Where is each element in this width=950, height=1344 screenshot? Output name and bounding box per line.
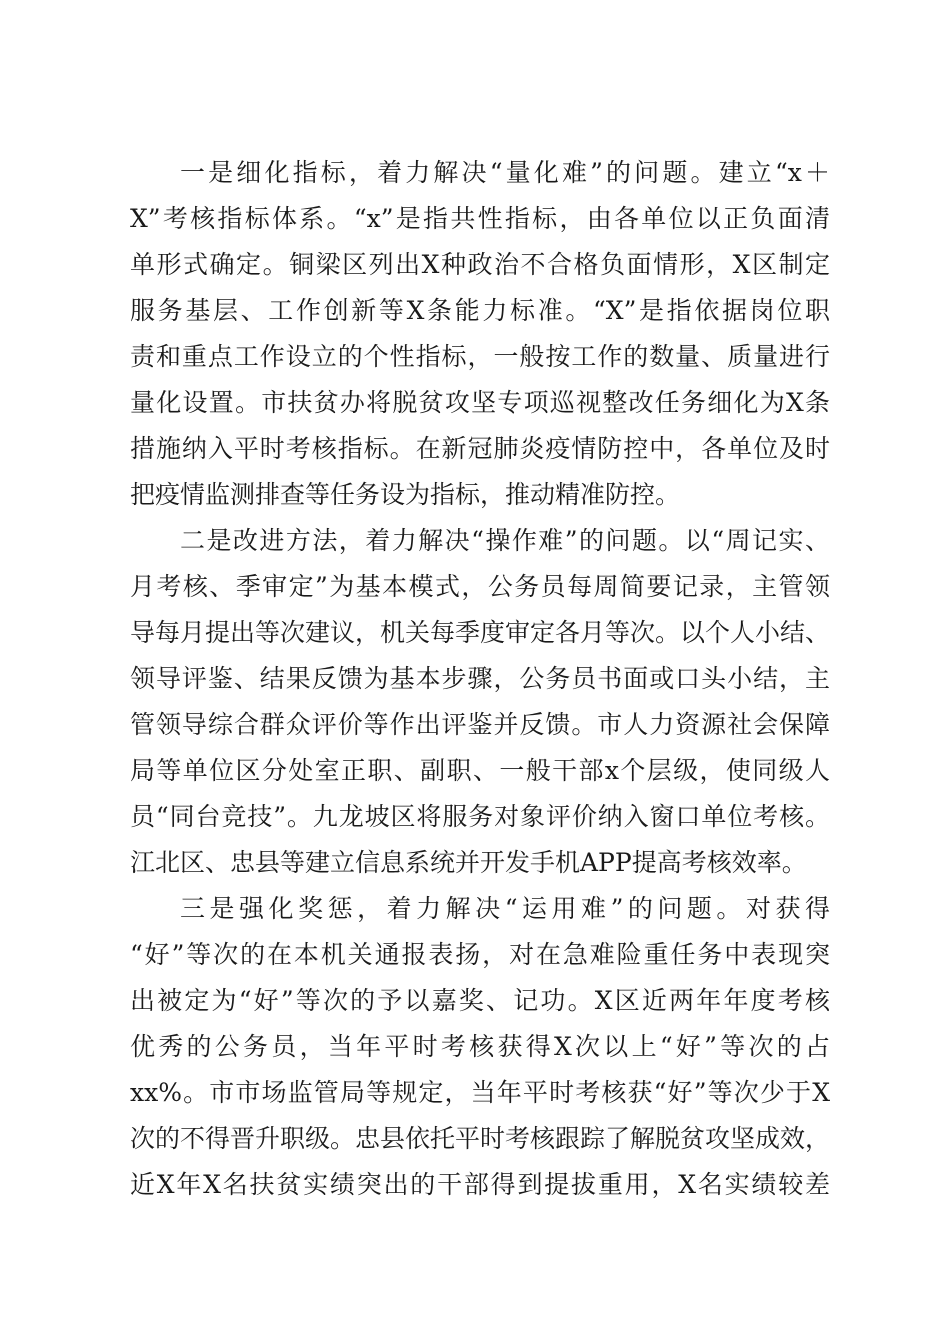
paragraph-line: 二是改进方法，着力解决“操作难”的问题。以“周记实、 (180, 526, 830, 555)
paragraph-line: 次的不得晋升职级。忠县依托平时考核跟踪了解脱贫攻坚成效， (130, 1124, 831, 1153)
paragraph-line: 近X年X名扶贫实绩突出的干部得到提拔重用，X名实绩较差 (130, 1170, 830, 1199)
paragraph-line: 单形式确定。铜梁区列出X种政治不合格负面情形，X区制定 (130, 250, 830, 279)
paragraph-1 (130, 150, 830, 518)
paragraph-line: 导每月提出等次建议，机关每季度审定各月等次。以个人小结、 (130, 618, 831, 647)
paragraph-line: 江北区、忠县等建立信息系统并开发手机APP提高考核效率。 (130, 848, 807, 877)
paragraph-line: 月考核、季审定”为基本模式，公务员每周简要记录，主管领 (130, 572, 830, 601)
paragraph-line: 量化设置。市扶贫办将脱贫攻坚专项巡视整改任务细化为X条 (130, 388, 830, 417)
paragraph-line: 领导评鉴、结果反馈为基本步骤，公务员书面或口头小结，主 (130, 664, 830, 693)
paragraph-line: 管领导综合群众评价等作出评鉴并反馈。市人力资源社会保障 (130, 710, 830, 739)
paragraph-line: 把疫情监测排查等任务设为指标，推动精准防控。 (130, 480, 681, 509)
paragraph-line: 责和重点工作设立的个性指标，一般按工作的数量、质量进行 (130, 342, 830, 371)
paragraph-line: 服务基层、工作创新等X条能力标准。“X”是指依据岗位职 (130, 296, 830, 325)
paragraph-2 (130, 518, 830, 886)
paragraph-line: 局等单位区分处室正职、副职、一般干部x个层级，使同级人 (130, 756, 830, 785)
paragraph-line: “好”等次的在本机关通报表扬，对在急难险重任务中表现突 (130, 940, 830, 969)
paragraph-line: X”考核指标体系。“x”是指共性指标，由各单位以正负面清 (130, 204, 830, 233)
paragraph-3 (130, 886, 830, 1208)
paragraph-line: 三是强化奖惩，着力解决“运用难”的问题。对获得 (180, 894, 830, 923)
document-body (130, 150, 830, 1208)
paragraph-line: xx%。市市场监管局等规定，当年平时考核获“好”等次少于X (130, 1078, 830, 1107)
paragraph-line: 优秀的公务员，当年平时考核获得X次以上“好”等次的占 (130, 1032, 830, 1061)
paragraph-line: 出被定为“好”等次的予以嘉奖、记功。X区近两年年度考核 (130, 986, 830, 1015)
paragraph-line: 措施纳入平时考核指标。在新冠肺炎疫情防控中，各单位及时 (130, 434, 830, 463)
paragraph-line: 员“同台竞技”。九龙坡区将服务对象评价纳入窗口单位考核。 (130, 802, 830, 831)
paragraph-line: 一是细化指标，着力解决“量化难”的问题。建立“x＋ (180, 158, 830, 187)
